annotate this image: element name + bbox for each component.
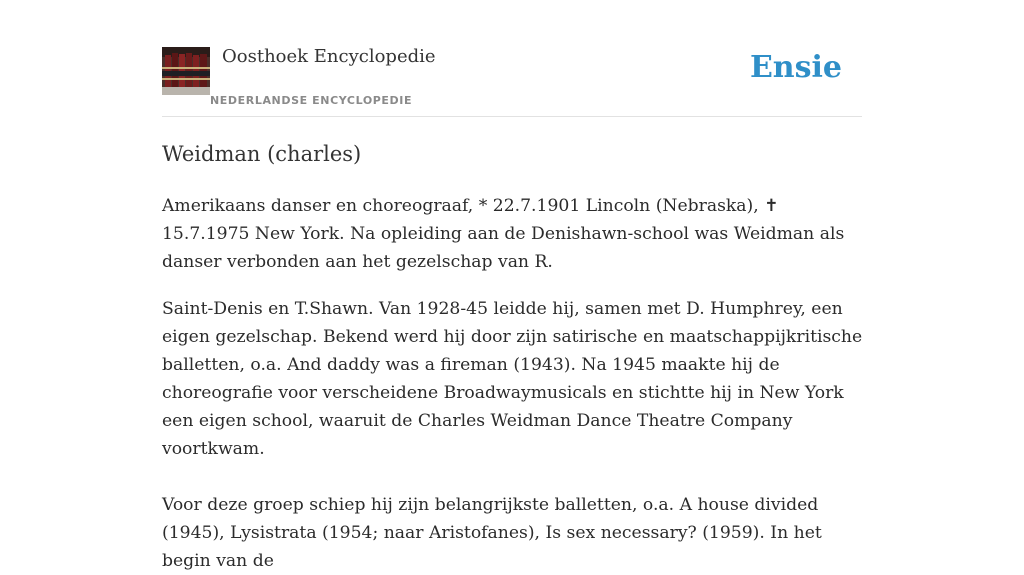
encyclopedia-books-icon <box>162 47 210 95</box>
article-paragraph: Saint-Denis en T.Shawn. Van 1928-45 leidde hij, samen met D. Humphrey, een eigen gezelschap. Bekend werd hij door zijn satirische en maatschappijkritische balletten, o.a. And daddy was a fireman (1943). Na 1945 maakte hij de choreografie voor verscheidene Broadwaymusicals en stichtte hij in New York een eigen school, waaruit de Charles Weidman Dance Theatre Company voortkwam. <box>162 299 863 459</box>
ensie-logo-link[interactable]: Ensie <box>749 50 842 85</box>
site-subtitle: NEDERLANDSE ENCYCLOPEDIE <box>210 94 413 107</box>
article <box>162 138 867 575</box>
article-title: Weidman (charles) <box>162 142 362 166</box>
avatar[interactable] <box>162 47 210 95</box>
article-paragraph: Amerikaans danser en choreograaf, * 22.7.1901 Lincoln (Nebraska), ✝ 15.7.1975 New York. Na opleiding aan de Denishawn-school was Weidman als danser verbonden aan het gezelschap van R. <box>162 196 845 272</box>
site-header <box>162 46 862 117</box>
article-paragraph: Voor deze groep schiep hij zijn belangrijkste balletten, o.a. A house divided (1945), Lysistrata (1954; naar Aristofanes), Is sex necessary? (1959). In het begin van de <box>162 495 822 571</box>
site-title[interactable]: Oosthoek Encyclopedie <box>222 46 436 67</box>
